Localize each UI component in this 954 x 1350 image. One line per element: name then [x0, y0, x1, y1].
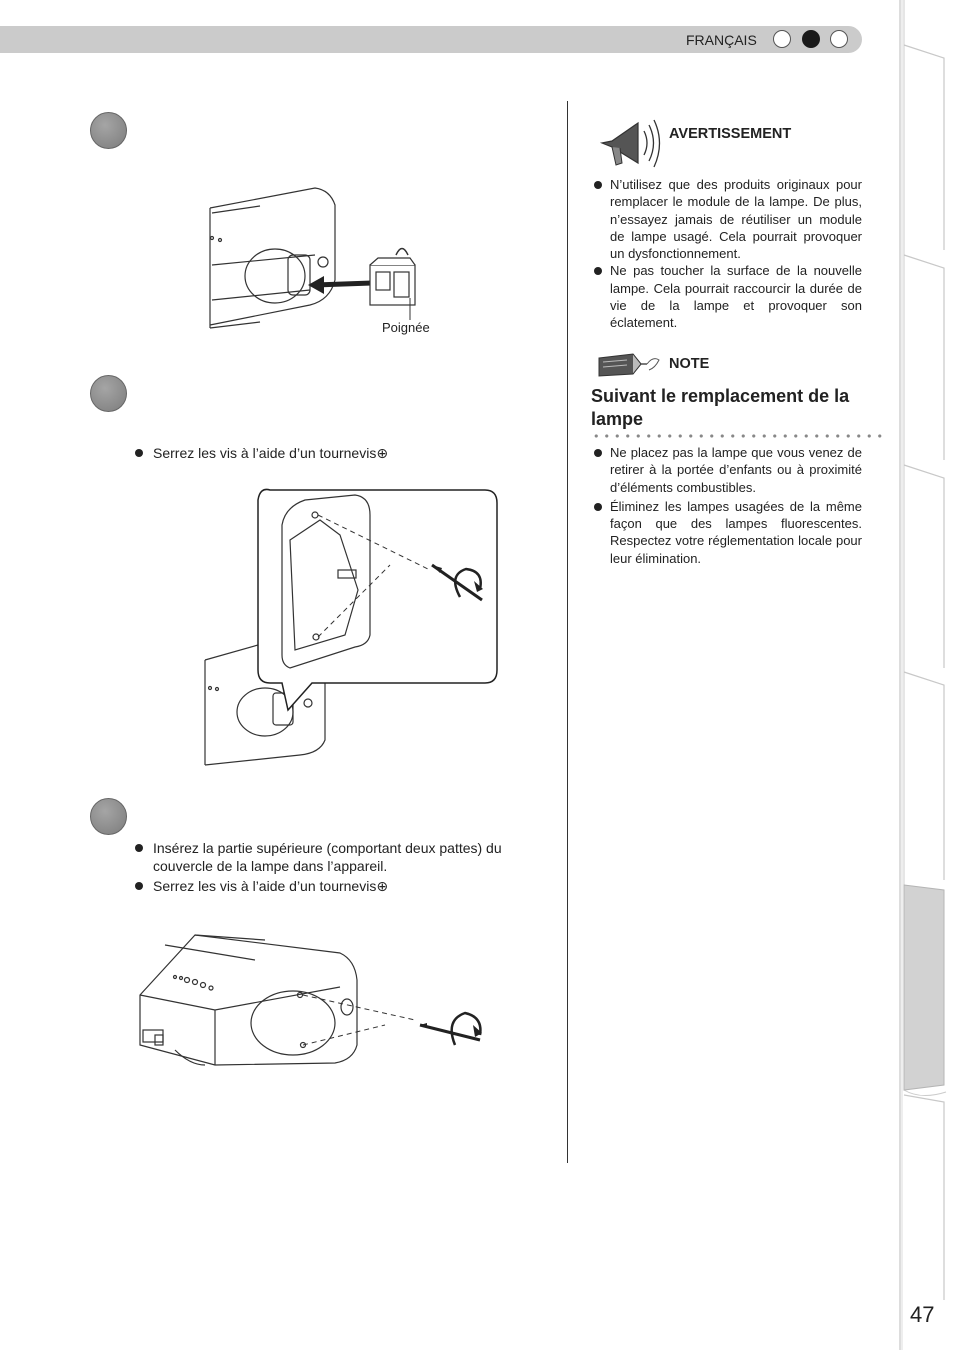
screw-tightening-illustration: [170, 485, 505, 775]
language-indicator-dot-1: [773, 30, 791, 48]
warning-title: AVERTISSEMENT: [669, 126, 792, 142]
dotted-separator: [591, 433, 887, 439]
note-bullet-2: Éliminez les lampes usagées de la même façon que des lampes fluorescentes. Respectez votre réglementation locale pour leur élimination.: [592, 498, 862, 567]
language-indicator-dot-2: [802, 30, 820, 48]
cover-closing-illustration: [135, 925, 495, 1085]
handle-label: Poignée: [382, 320, 430, 335]
page-number: 47: [910, 1302, 935, 1327]
warning-bullet-2: Ne pas toucher la surface de la nouvelle lampe. Cela pourrait raccourcir la durée de vie de la lampe et provoquer son éclatement.: [592, 262, 862, 331]
step-2-marker: [90, 375, 127, 412]
step-3-bullet-1: Insérez la partie supérieure (comportant deux pattes) du couvercle de la lampe dans l’appareil.: [135, 839, 535, 875]
lamp-insertion-illustration: [140, 180, 440, 340]
pencil-note-icon: [597, 352, 663, 378]
step-3-instructions: [135, 839, 535, 895]
step-1-marker: [90, 112, 127, 149]
step-2-instructions: [135, 444, 535, 462]
megaphone-icon: [598, 115, 664, 173]
note-bullet-1: Ne placez pas la lampe que vous venez de retirer à la portée d’enfants ou à proximité d’éléments combustibles.: [592, 444, 862, 496]
column-divider: [567, 101, 568, 1163]
section-tabs-strip: [896, 0, 954, 1350]
note-subtitle: Suivant le remplacement de la lampe: [591, 386, 850, 429]
step-3-marker: [90, 798, 127, 835]
step-2-bullet: Serrez les vis à l’aide d’un tournevis⊕: [135, 444, 535, 462]
language-indicator-dot-3: [830, 30, 848, 48]
step-3-bullet-2: Serrez les vis à l’aide d’un tournevis⊕: [135, 877, 535, 895]
language-label: FRANÇAIS: [686, 32, 757, 48]
note-list: [592, 444, 862, 567]
warning-list: [592, 176, 862, 332]
note-title: NOTE: [669, 356, 710, 372]
warning-bullet-1: N’utilisez que des produits originaux pour remplacer le module de la lampe. De plus, n’essayez jamais de réutiliser un module de lampe usagé. Cela pourrait provoquer un dysfonctionnement.: [592, 176, 862, 262]
